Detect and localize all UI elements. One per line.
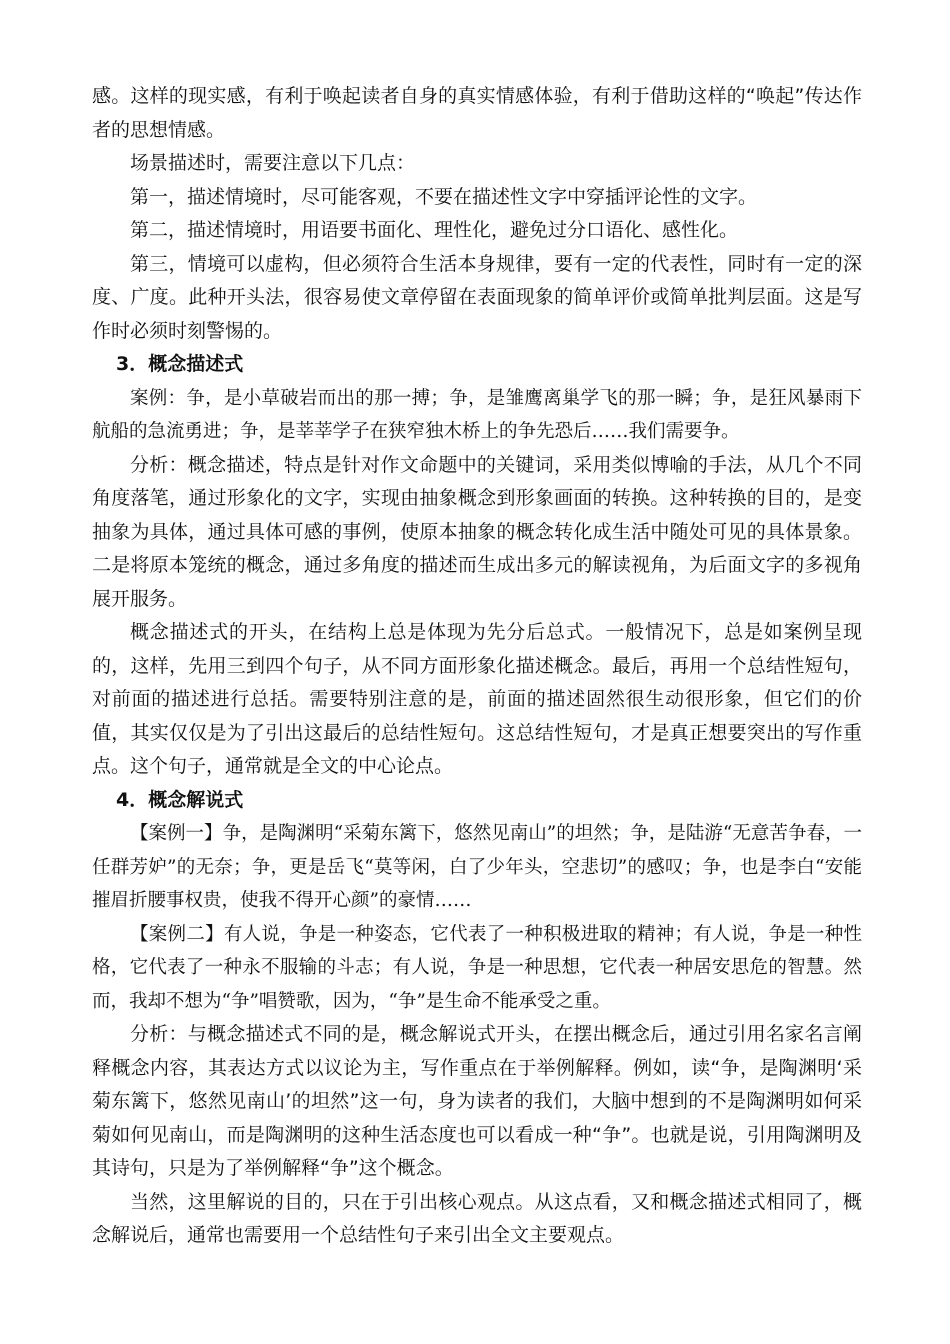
paragraph-analysis-4: 分析：与概念描述式不同的是，概念解说式开头，在摆出概念后，通过引用名家名言阐释概念内容，其表达方式以议论为主，写作重点在于举例解释。例如，读“争，是陶渊明‘采菊东篱下，悠然见南山’的坦然”这一句，身为读者的我们，大脑中想到的不是陶渊明如何采菊如何见南山，而是陶渊明的这种生活态度也可以看成一种“争”。也就是说，引用陶渊明及其诗句，只是为了举例解释“争”这个概念。 <box>92 1023 862 1179</box>
paragraph-analysis-3: 分析：概念描述，特点是针对作文命题中的关键词，采用类似博喻的手法，从几个不同角度落笔，通过形象化的文字，实现由抽象概念到形象画面的转换。这种转换的目的，是变抽象为具体，通过具体可感的事例，使原本抽象的概念转化成生活中随处可见的具体景象。二是将原本笼统的概念，通过多角度的描述而生成出多元的解读视角，为后面文字的多视角展开服务。 <box>92 453 862 610</box>
document-page <box>92 80 862 1253</box>
section-heading-4: 4．概念解说式 <box>116 788 244 811</box>
paragraph-structure-3: 概念描述式的开头，在结构上总是体现为先分后总式。一般情况下，总是如案例呈现的，这样，先用三到四个句子，从不同方面形象化描述概念。最后，再用一个总结性短句，对前面的描述进行总括。需要特别注意的是，前面的描述固然很生动很形象，但它们的价值，其实仅仅是为了引出这最后的总结性短句。这总结性短句，才是真正想要突出的写作重点。这个句子，通常就是全文的中心论点。 <box>92 621 862 777</box>
section-heading-3: 3．概念描述式 <box>116 353 244 375</box>
paragraph-points-intro: 场景描述时，需要注意以下几点： <box>130 152 416 174</box>
paragraph-example-3: 案例：争，是小草破岩而出的那一搏；争，是雏鹰离巢学飞的那一瞬；争，是狂风暴雨下航船的急流勇进；争，是莘莘学子在狭窄独木桥上的争先恐后……我们需要争。 <box>92 387 862 442</box>
paragraph-point-3: 第三，情境可以虚构，但必须符合生活本身规律，要有一定的代表性，同时有一定的深度、广度。此种开头法，很容易使文章停留在表面现象的简单评价或简单批判层面。这是写作时必须时刻警惕的。 <box>92 252 862 342</box>
paragraph-point-2: 第二，描述情境时，用语要书面化、理性化，避免过分口语化、感性化。 <box>130 219 739 241</box>
paragraph-example-4-2: 【案例二】有人说，争是一种姿态，它代表了一种积极进取的精神；有人说，争是一种性格，它代表了一种永不服输的斗志；有人说，争是一种思想，它代表一种居安思危的智慧。然而，我却不想为“争”唱赞歌，因为，“争”是生命不能承受之重。 <box>92 923 862 1012</box>
paragraph-conclusion-4: 当然，这里解说的目的，只在于引出核心观点。从这点看，又和概念描述式相同了，概念解说后，通常也需要用一个总结性句子来引出全文主要观点。 <box>92 1190 862 1246</box>
paragraph-point-1: 第一，描述情境时，尽可能客观，不要在描述性文字中穿插评论性的文字。 <box>130 185 758 208</box>
paragraph-continuation: 感。这样的现实感，有利于唤起读者自身的真实情感体验，有利于借助这样的“唤起”传达作者的思想情感。 <box>92 85 862 141</box>
paragraph-example-4-1: 【案例一】争，是陶渊明“采菊东篱下，悠然见南山”的坦然；争，是陆游“无意苦争春，一任群芳妒”的无奈；争，更是岳飞“莫等闲，白了少年头，空悲切”的感叹；争，也是李白“安能摧眉折腰事权贵，使我不得开心颜”的豪情…… <box>92 823 862 911</box>
